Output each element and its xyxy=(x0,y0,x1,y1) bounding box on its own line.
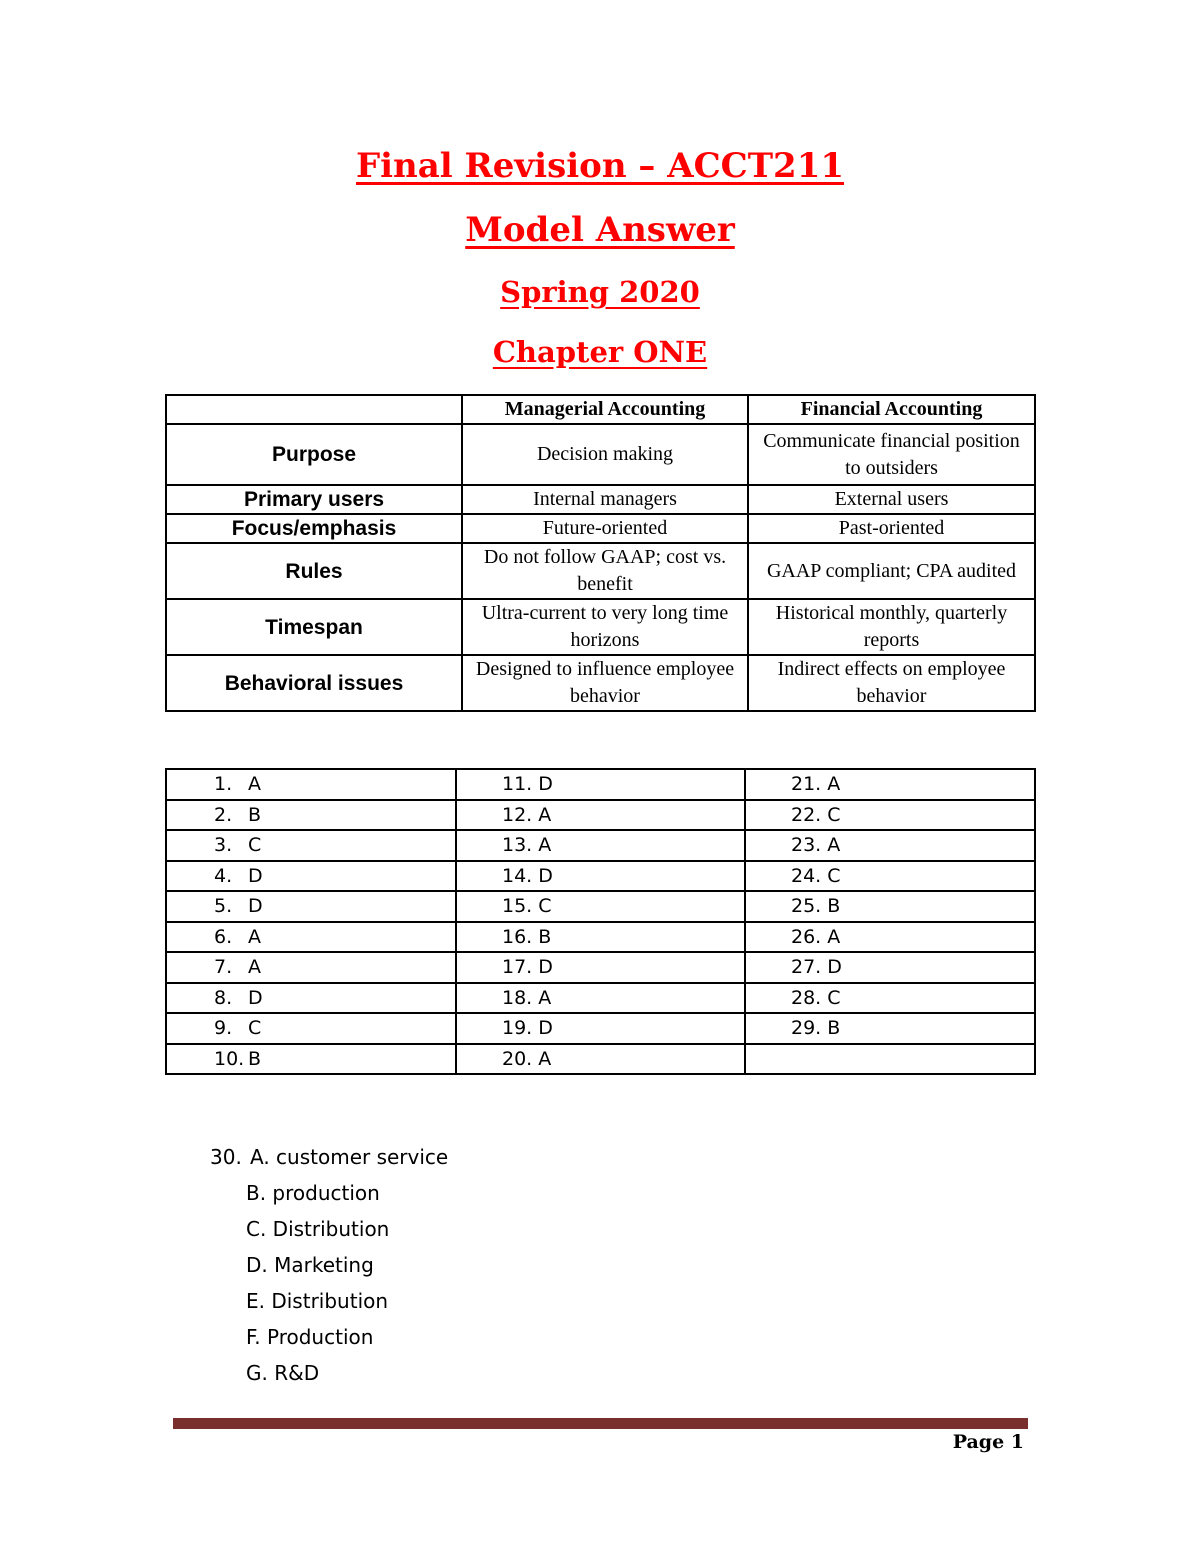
footer-divider xyxy=(173,1418,1028,1429)
answer-cell xyxy=(745,1013,1035,1044)
answer-row xyxy=(166,800,1035,831)
answer-cell xyxy=(456,891,745,922)
question-30-item-text: A. customer service xyxy=(250,1145,449,1169)
answer-row xyxy=(166,1044,1035,1075)
answer-letter: D xyxy=(248,895,263,918)
question-number: 9. xyxy=(214,1017,233,1040)
question-number: 27. xyxy=(791,956,822,979)
comparison-row xyxy=(166,514,1035,543)
question-number: 5. xyxy=(214,895,233,918)
managerial-cell: Decision making xyxy=(462,424,748,485)
question-number: 4. xyxy=(214,864,233,887)
answer-cell xyxy=(745,1044,1035,1075)
question-number: 22. xyxy=(791,803,822,826)
answer-cell xyxy=(456,1013,745,1044)
answer-row xyxy=(166,983,1035,1014)
answer-row xyxy=(166,861,1035,892)
answer-cell xyxy=(166,830,456,861)
answer-row xyxy=(166,952,1035,983)
answer-cell xyxy=(166,922,456,953)
answer-cell xyxy=(166,891,456,922)
answer-letter: A xyxy=(827,834,841,857)
answer-cell xyxy=(745,922,1035,953)
answer-letter: C xyxy=(827,986,841,1009)
answer-letter: A xyxy=(248,956,261,979)
comparison-row xyxy=(166,599,1035,655)
answer-letter: A xyxy=(538,1047,552,1070)
answer-row xyxy=(166,891,1035,922)
answer-letter: D xyxy=(248,864,263,887)
answer-cell xyxy=(456,769,745,800)
question-number: 14. xyxy=(502,864,533,887)
financial-cell: Indirect effects on employee behavior xyxy=(748,655,1035,711)
question-30-number: 30. xyxy=(210,1145,242,1169)
answer-cell xyxy=(456,952,745,983)
document-headings xyxy=(0,140,1200,380)
question-number: 29. xyxy=(791,1017,822,1040)
comparison-row-label: Primary users xyxy=(166,485,462,514)
answer-cell xyxy=(166,1013,456,1044)
question-number: 23. xyxy=(791,834,822,857)
answer-letter: C xyxy=(827,864,841,887)
answer-letter: C xyxy=(827,803,841,826)
answer-cell xyxy=(745,800,1035,831)
managerial-cell: Future-oriented xyxy=(462,514,748,543)
answer-letter: A xyxy=(538,986,552,1009)
question-number: 26. xyxy=(791,925,822,948)
question-30-item: C. Distribution xyxy=(246,1217,390,1241)
answer-letter: D xyxy=(538,956,553,979)
answer-letter: D xyxy=(538,773,553,796)
question-number: 28. xyxy=(791,986,822,1009)
answer-letter: A xyxy=(827,925,841,948)
financial-cell: Historical monthly, quarterly reports xyxy=(748,599,1035,655)
answer-letter: C xyxy=(538,895,552,918)
answer-letter: B xyxy=(248,803,262,826)
answer-letter: D xyxy=(538,864,553,887)
answer-cell xyxy=(166,861,456,892)
question-number: 16. xyxy=(502,925,533,948)
answer-letter: C xyxy=(248,1017,262,1040)
question-30-item: G. R&D xyxy=(246,1361,320,1385)
question-number: 12. xyxy=(502,803,533,826)
answer-cell xyxy=(745,830,1035,861)
document-subtitle: Model Answer xyxy=(465,210,735,250)
answer-row xyxy=(166,830,1035,861)
question-number: 21. xyxy=(791,773,822,796)
answer-letter: A xyxy=(248,773,261,796)
question-number: 6. xyxy=(214,925,233,948)
question-number: 20. xyxy=(502,1047,533,1070)
question-number: 25. xyxy=(791,895,822,918)
question-number: 13. xyxy=(502,834,533,857)
answer-letter: A xyxy=(538,803,552,826)
question-number: 11. xyxy=(502,773,533,796)
answer-cell xyxy=(166,983,456,1014)
chapter-heading: Chapter ONE xyxy=(492,335,708,369)
answer-letter: B xyxy=(538,925,552,948)
question-number: 8. xyxy=(214,986,233,1009)
question-30-item: F. Production xyxy=(246,1325,374,1349)
question-number: 15. xyxy=(502,895,533,918)
answer-letter: B xyxy=(248,1047,262,1070)
answer-cell xyxy=(745,891,1035,922)
answer-row xyxy=(166,922,1035,953)
question-number: 1. xyxy=(214,773,233,796)
answer-cell xyxy=(166,769,456,800)
managerial-cell: Designed to influence employee behavior xyxy=(462,655,748,711)
answer-cell xyxy=(166,952,456,983)
question-number: 10. xyxy=(214,1047,245,1070)
answer-cell xyxy=(456,861,745,892)
question-number: 7. xyxy=(214,956,233,979)
financial-cell: GAAP compliant; CPA audited xyxy=(748,543,1035,599)
managerial-cell: Ultra-current to very long time horizons xyxy=(462,599,748,655)
answer-cell xyxy=(456,1044,745,1075)
answer-cell xyxy=(166,1044,456,1075)
answer-key-table xyxy=(165,768,1036,1075)
question-30 xyxy=(210,1142,448,1394)
comparison-row-label: Timespan xyxy=(166,599,462,655)
answer-letter: B xyxy=(827,895,841,918)
answer-letter: D xyxy=(538,1017,553,1040)
answer-cell xyxy=(745,952,1035,983)
answer-letter: B xyxy=(827,1017,841,1040)
answer-row xyxy=(166,769,1035,800)
document-title: Final Revision – ACCT211 xyxy=(355,146,845,186)
financial-cell: External users xyxy=(748,485,1035,514)
answer-cell xyxy=(456,800,745,831)
question-30-item xyxy=(210,1142,448,1178)
answer-cell xyxy=(456,830,745,861)
answer-letter: A xyxy=(248,925,261,948)
answer-cell xyxy=(745,983,1035,1014)
answer-row xyxy=(166,1013,1035,1044)
comparison-header-empty xyxy=(166,395,462,424)
comparison-row-label: Purpose xyxy=(166,424,462,485)
question-30-item: B. production xyxy=(246,1181,380,1205)
comparison-header-managerial: Managerial Accounting xyxy=(462,395,748,424)
comparison-header-financial: Financial Accounting xyxy=(748,395,1035,424)
comparison-row xyxy=(166,543,1035,599)
managerial-cell: Internal managers xyxy=(462,485,748,514)
comparison-table xyxy=(165,394,1036,712)
question-number: 17. xyxy=(502,956,533,979)
managerial-cell: Do not follow GAAP; cost vs. benefit xyxy=(462,543,748,599)
document-term: Spring 2020 xyxy=(500,275,700,309)
page-number: Page 1 xyxy=(952,1431,1024,1453)
financial-cell: Past-oriented xyxy=(748,514,1035,543)
answer-letter: C xyxy=(248,834,262,857)
answer-cell xyxy=(745,769,1035,800)
comparison-row-label: Focus/emphasis xyxy=(166,514,462,543)
answer-letter: D xyxy=(827,956,842,979)
answer-cell xyxy=(745,861,1035,892)
answer-cell xyxy=(456,922,745,953)
answer-letter: A xyxy=(538,834,552,857)
comparison-row xyxy=(166,424,1035,485)
comparison-row-label: Rules xyxy=(166,543,462,599)
question-number: 19. xyxy=(502,1017,533,1040)
question-30-item: E. Distribution xyxy=(246,1289,389,1313)
question-number: 24. xyxy=(791,864,822,887)
question-30-item: D. Marketing xyxy=(246,1253,374,1277)
comparison-row xyxy=(166,485,1035,514)
financial-cell: Communicate financial position to outsiders xyxy=(748,424,1035,485)
question-number: 18. xyxy=(502,986,533,1009)
comparison-row-label: Behavioral issues xyxy=(166,655,462,711)
answer-cell xyxy=(166,800,456,831)
answer-letter: D xyxy=(248,986,263,1009)
comparison-row xyxy=(166,655,1035,711)
answer-cell xyxy=(456,983,745,1014)
question-number: 3. xyxy=(214,834,233,857)
answer-letter: A xyxy=(827,773,841,796)
comparison-header-row xyxy=(166,395,1035,424)
question-number: 2. xyxy=(214,803,233,826)
